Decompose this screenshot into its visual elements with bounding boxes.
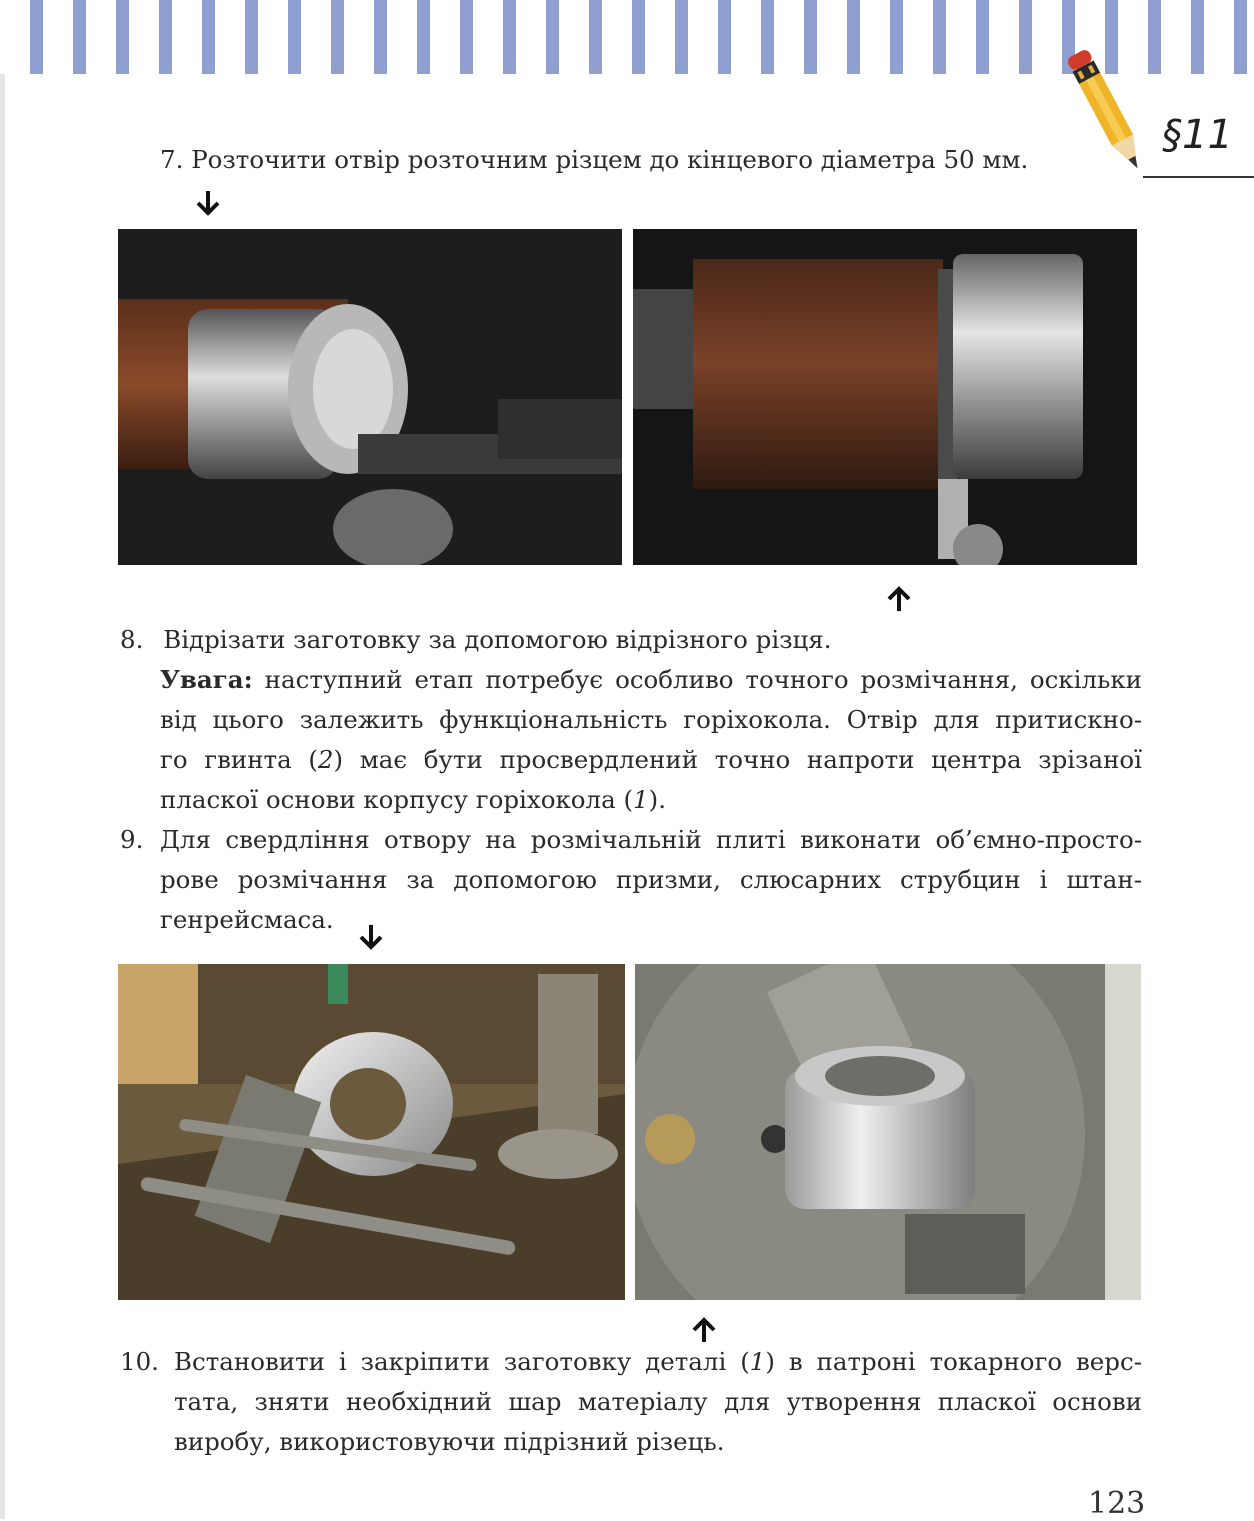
photo-marking-plate	[118, 964, 625, 1300]
arrow-down-icon	[356, 922, 386, 952]
page-number: 123	[1088, 1486, 1146, 1521]
photo-parting-workpiece	[633, 229, 1137, 565]
photo-chuck-workpiece	[635, 964, 1141, 1300]
step-10-line-3: виробу, використовуючи підрізний різець.	[174, 1427, 725, 1456]
section-mark: §11	[1162, 112, 1233, 158]
note-line-3a: го гвинта (	[160, 745, 318, 774]
arrow-down-icon	[193, 188, 223, 218]
step-9	[120, 820, 1142, 940]
step-10-line-2: тата, зняти необхідний шар матеріалу для утворення пласкої основи	[174, 1387, 1142, 1416]
step-7-text: Розточити отвір розточним різцем до кінцевого діаметра 50 мм.	[191, 145, 1029, 174]
step-8-number: 8.	[120, 625, 144, 654]
step-10-line-1a: Встановити і закріпити заготовку деталі (	[174, 1347, 750, 1376]
step-9-line-1: Для свердління отвору на розмічальній плиті виконати об’ємно-просто-	[160, 825, 1142, 854]
step-8-text: Відрізати заготовку за допомогою відрізного різця.	[163, 625, 832, 654]
note-line-1: наступний етап потребує особливо точного розмічання, оскільки	[264, 665, 1142, 694]
note-line-3c: ) має бути просвердлений точно напроти центра зрізаної	[333, 745, 1143, 774]
note-line-4c: ).	[648, 785, 666, 814]
note-line-4a: пласкої основи корпусу горіхокола (	[160, 785, 634, 814]
step-10	[120, 1342, 1142, 1462]
note-ref-1: 1	[633, 785, 649, 814]
arrow-up-icon	[689, 1315, 719, 1345]
header-rule	[1143, 176, 1254, 178]
step-10-ref-1: 1	[749, 1347, 766, 1376]
step-7-number: 7.	[160, 145, 184, 174]
photo-boring-hole	[118, 229, 622, 565]
step-9-number: 9.	[120, 825, 144, 854]
note-line-2: від цього залежить функціональність горіхокола. Отвір для притискно-	[160, 705, 1142, 734]
step-10-line-1c: ) в патроні токарного верс-	[765, 1347, 1142, 1376]
note-ref-2: 2	[317, 745, 334, 774]
note-label: Увага:	[160, 665, 253, 694]
step-7	[160, 140, 1080, 180]
arrow-up-icon	[884, 584, 914, 614]
step-10-number: 10.	[120, 1347, 159, 1376]
step-9-line-3: генрейсмаса.	[160, 905, 334, 934]
step-8	[120, 620, 1142, 660]
step-9-line-2: рове розмічання за допомогою призми, слюсарних струбцин і штан-	[160, 865, 1142, 894]
page-edge	[0, 0, 5, 1519]
note-block	[160, 660, 1142, 820]
